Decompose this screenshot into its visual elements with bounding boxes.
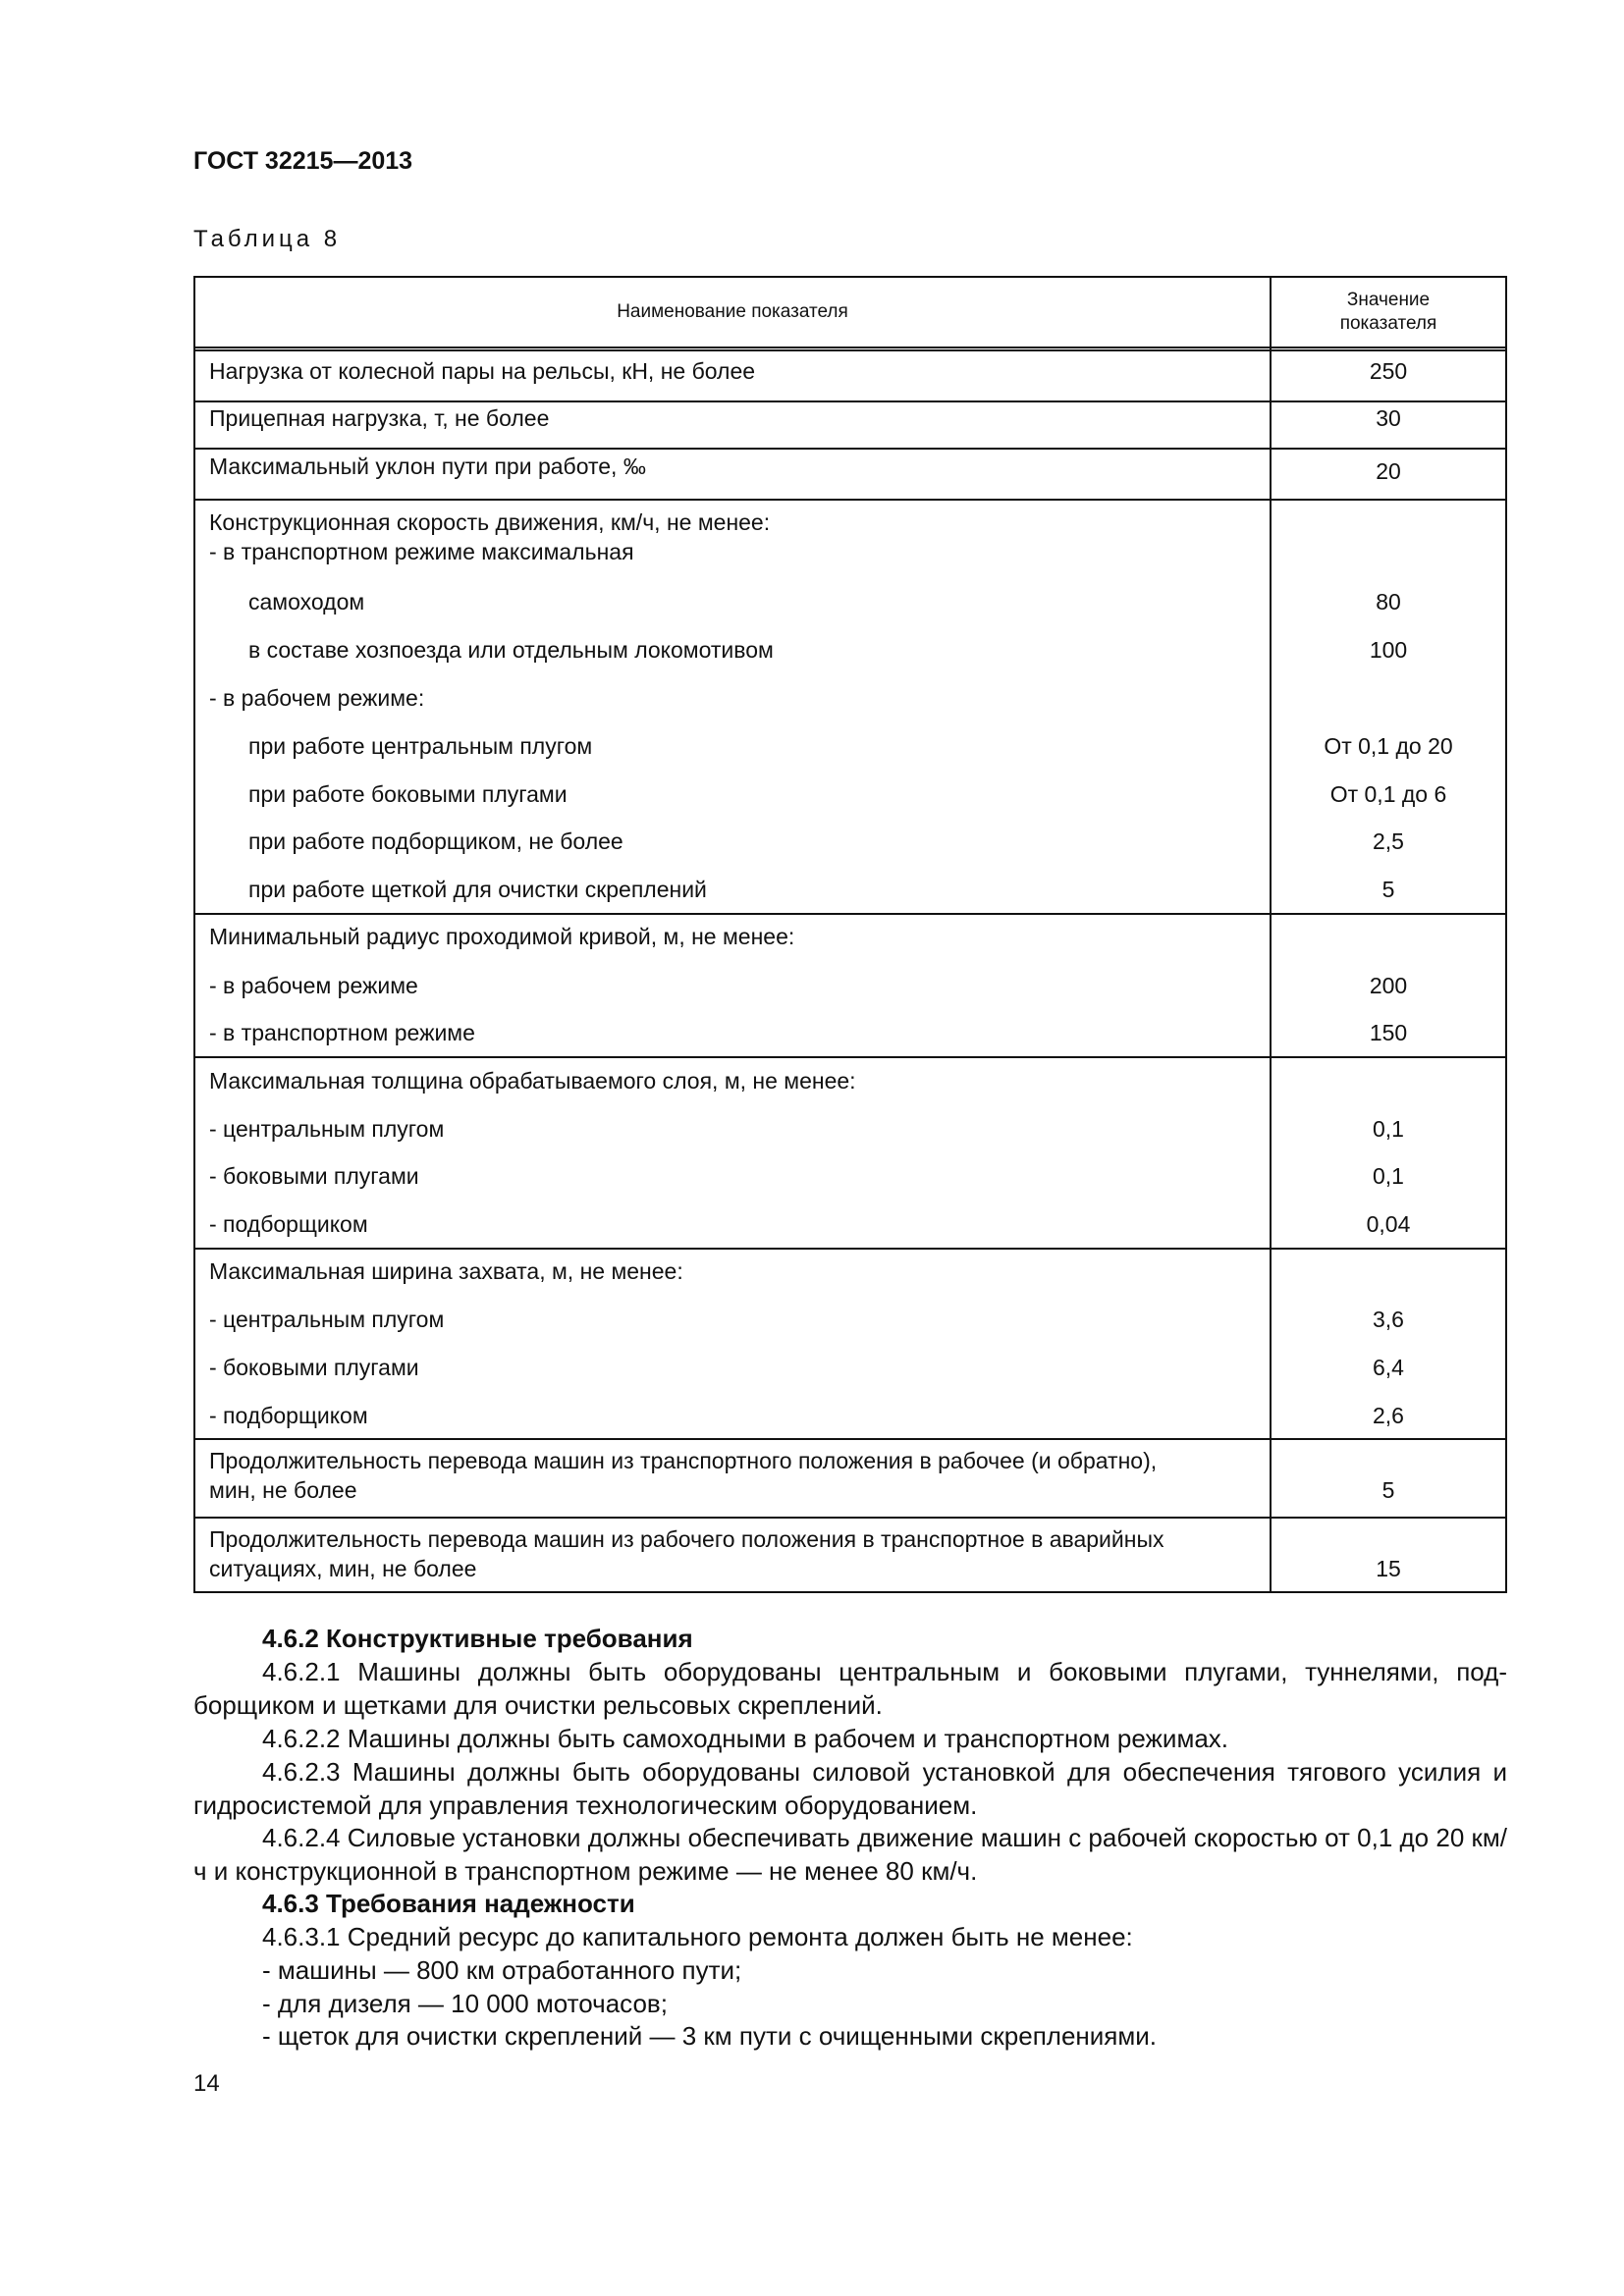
row-name: Максимальная ширина захвата, м, не менее: [209, 1258, 683, 1284]
row-value: 6,4 [1373, 1355, 1404, 1380]
row-value: 2,6 [1373, 1403, 1404, 1428]
row-separator [195, 400, 1505, 402]
list-item: - щеток для очистки скреплений — 3 км пути с очищенными скреплениями. [262, 2021, 1157, 2051]
row-value: 0,04 [1366, 1211, 1411, 1237]
row-value: 2,5 [1373, 828, 1404, 854]
table-header-row [195, 278, 1505, 351]
row-name: Минимальный радиус проходимой кривой, м, не менее: [209, 924, 795, 949]
row-value: От 0,1 до 6 [1329, 781, 1447, 807]
row-name: - подборщиком [209, 1403, 368, 1428]
row-name: - в транспортном режиме [209, 1020, 475, 1045]
row-separator [195, 1056, 1505, 1058]
row-value: 250 [1369, 358, 1408, 384]
table-caption: Таблица 8 [193, 226, 342, 252]
row-name: - в рабочем режиме: [209, 685, 425, 711]
paragraph-4-6-2-1: 4.6.2.1 Машины должны быть оборудованы центральным и боковыми плугами, туннелями, под-борщиком и щетками для очистки рельсовых скреплений. [193, 1657, 1507, 1720]
row-name: при работе подборщиком, не более [248, 828, 623, 854]
row-value: От 0,1 до 20 [1324, 733, 1453, 759]
row-value: 100 [1369, 637, 1408, 663]
row-value: 0,1 [1373, 1163, 1404, 1189]
row-separator [195, 499, 1505, 501]
section-title-4-6-3: 4.6.3 Требования надежности [262, 1889, 635, 1918]
row-value: 200 [1369, 973, 1408, 998]
row-separator [195, 913, 1505, 915]
row-name: Нагрузка от колесной пары на рельсы, кН, не более [209, 358, 756, 384]
row-name: - подборщиком [209, 1211, 368, 1237]
row-value: 20 [1376, 458, 1401, 484]
row-name: Продолжительность перевода машин из рабочего положения в транспортное в аварийных ситуациях, мин, не более [209, 1526, 1164, 1581]
row-name: - центральным плугом [209, 1116, 445, 1142]
row-value: 5 [1381, 877, 1395, 902]
row-value: 15 [1376, 1556, 1401, 1581]
row-value: 3,6 [1373, 1307, 1404, 1332]
row-name: Продолжительность перевода машин из транспортного положения в рабочее (и обратно), мин, не более [209, 1448, 1158, 1503]
row-separator [195, 448, 1505, 450]
row-name: в составе хозпоезда или отдельным локомотивом [248, 637, 774, 663]
list-item: - для дизеля — 10 000 моточасов; [262, 1989, 668, 2018]
row-name: - боковыми плугами [209, 1355, 419, 1380]
row-value: 150 [1369, 1020, 1408, 1045]
row-separator [195, 1248, 1505, 1250]
row-name: Прицепная нагрузка, т, не более [209, 405, 550, 431]
row-name: - в рабочем режиме [209, 973, 418, 998]
row-separator [195, 1438, 1505, 1440]
row-name: самоходом [248, 589, 365, 614]
page-number: 14 [193, 2070, 220, 2097]
section-title-4-6-2: 4.6.2 Конструктивные требования [262, 1624, 693, 1653]
row-value: 30 [1376, 405, 1401, 431]
paragraph-4-6-3-1: 4.6.3.1 Средний ресурс до капитального ремонта должен быть не менее: [262, 1922, 1133, 1951]
header-parameter-value: Значение показателя [1339, 290, 1437, 334]
row-value: 5 [1381, 1477, 1395, 1503]
parameters-table [193, 276, 1507, 1593]
page-header-title: ГОСТ 32215—2013 [193, 147, 413, 175]
row-separator [195, 1517, 1505, 1519]
paragraph-4-6-2-2: 4.6.2.2 Машины должны быть самоходными в рабочем и транспортном режимах. [262, 1724, 1229, 1753]
list-item: - машины — 800 км отработанного пути; [262, 1955, 742, 1985]
row-name: Максимальный уклон пути при работе, ‰ [209, 454, 646, 479]
row-value: 0,1 [1373, 1116, 1404, 1142]
row-name: Максимальная толщина обрабатываемого слоя, м, не менее: [209, 1068, 856, 1094]
header-parameter-name: Наименование показателя [617, 301, 848, 322]
row-name: - боковыми плугами [209, 1163, 419, 1189]
row-name: - центральным плугом [209, 1307, 445, 1332]
row-name: при работе центральным плугом [248, 733, 593, 759]
row-name: при работе боковыми плугами [248, 781, 568, 807]
paragraph-4-6-2-4: 4.6.2.4 Силовые установки должны обеспечивать движение машин с рабочей скоростью от 0,1 до 20 км/ч и конструкционной в транспортном режиме — не менее 80 км/ч. [193, 1823, 1507, 1886]
row-name: Конструкционная скорость движения, км/ч, не менее: - в транспортном режиме максимальная [209, 509, 771, 564]
row-value: 80 [1376, 589, 1401, 614]
paragraph-4-6-2-3: 4.6.2.3 Машины должны быть оборудованы силовой установкой для обеспечения тягового усилия и гидросистемой для управления технологическим оборудованием. [193, 1757, 1507, 1820]
row-name: при работе щеткой для очистки скреплений [248, 877, 707, 902]
